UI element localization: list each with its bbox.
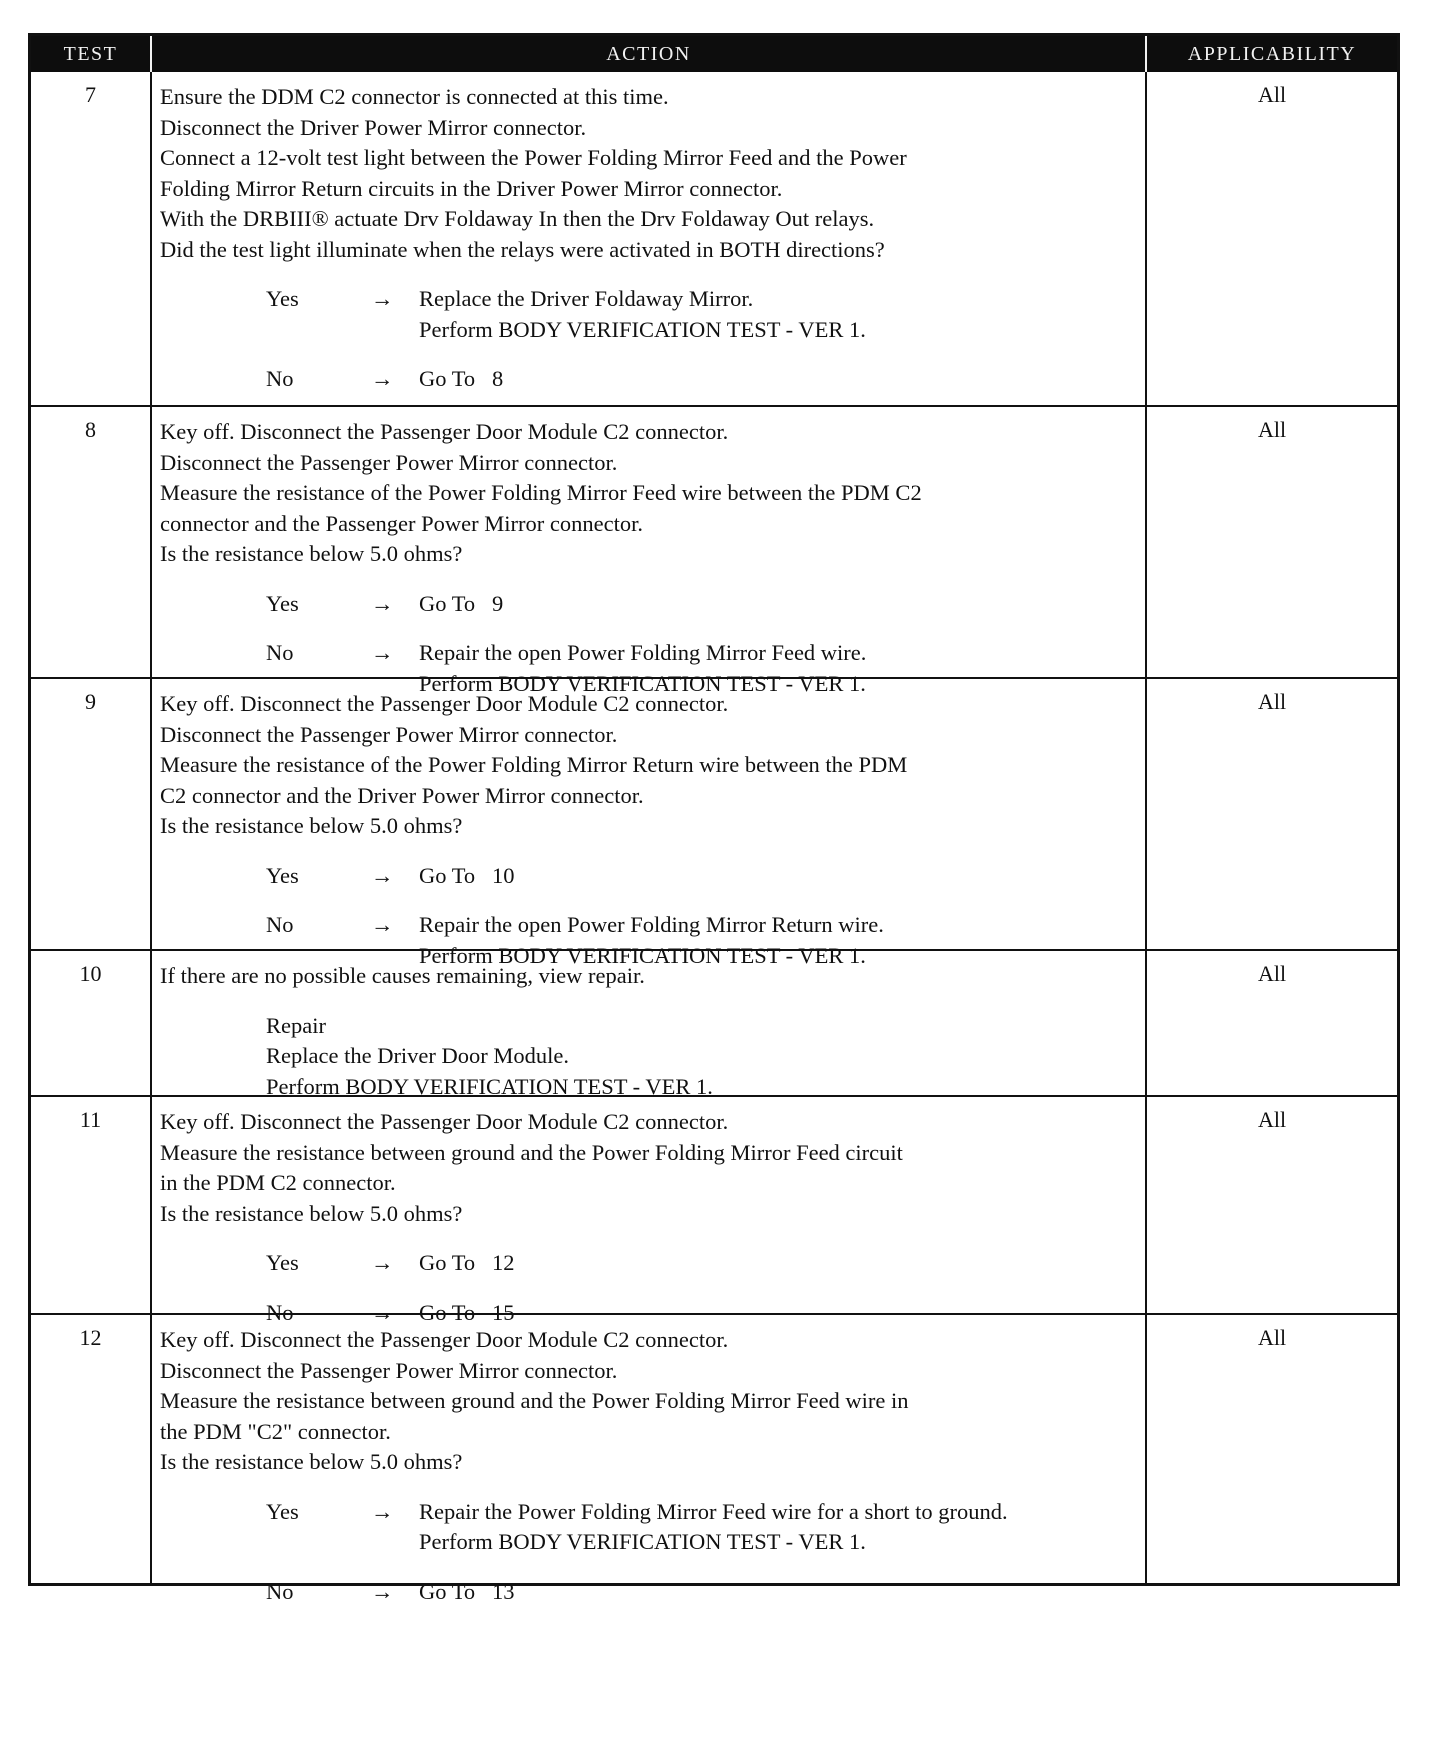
repair-steps bbox=[266, 1041, 1139, 1102]
action-line: Disconnect the Passenger Power Mirror connector. bbox=[160, 1357, 618, 1383]
result-line: Repair the open Power Folding Mirror Return wire. bbox=[419, 912, 884, 937]
action-line: Did the test light illuminate when the relays were activated in BOTH directions? bbox=[160, 236, 885, 262]
action-line: Folding Mirror Return circuits in the Driver Power Mirror connector. bbox=[160, 175, 783, 201]
outcome-result bbox=[419, 1577, 1139, 1608]
action-line: C2 connector and the Driver Power Mirror connector. bbox=[160, 782, 644, 808]
result-line: Go To 8 bbox=[419, 366, 504, 391]
outcome-label: No bbox=[266, 912, 294, 937]
table-row bbox=[31, 1095, 1397, 1325]
applicability: All bbox=[1257, 1325, 1287, 1350]
action-cell bbox=[152, 1315, 1147, 1604]
arrow-right-icon: → bbox=[371, 640, 394, 665]
test-number: 12 bbox=[31, 1315, 152, 1583]
table-row bbox=[31, 72, 1397, 405]
outcome-result bbox=[419, 1497, 1139, 1558]
repair-line: Perform BODY VERIFICATION TEST - VER 1. bbox=[266, 1073, 713, 1099]
applicability: All bbox=[1257, 1107, 1287, 1132]
outcome-yes bbox=[160, 1248, 1139, 1279]
outcome-result bbox=[419, 284, 1139, 345]
test-number: 7 bbox=[31, 72, 152, 405]
arrow-right-icon: → bbox=[371, 366, 394, 391]
outcome-label: Yes bbox=[266, 862, 299, 888]
action-line: Is the resistance below 5.0 ohms? bbox=[160, 1200, 463, 1226]
arrow-right-icon: → bbox=[371, 912, 394, 937]
test-number: 10 bbox=[31, 951, 152, 1095]
action-line: in the PDM C2 connector. bbox=[160, 1170, 396, 1195]
outcome-label: Yes bbox=[266, 590, 299, 616]
result-line: Perform BODY VERIFICATION TEST - VER 1. bbox=[419, 1529, 866, 1554]
action-line: connector and the Passenger Power Mirror connector. bbox=[160, 510, 643, 536]
action-cell bbox=[152, 72, 1147, 405]
outcome-label: No bbox=[266, 366, 294, 391]
result-line: Perform BODY VERIFICATION TEST - VER 1. bbox=[419, 316, 866, 342]
action-cell bbox=[152, 407, 1147, 696]
test-number: 8 bbox=[31, 407, 152, 677]
header-action: ACTION bbox=[152, 36, 1147, 72]
arrow-right-icon: → bbox=[371, 1498, 394, 1524]
outcome-label: Yes bbox=[266, 1250, 299, 1275]
result-line: Go To 10 bbox=[419, 862, 515, 888]
result-line: Go To 12 bbox=[419, 1250, 515, 1275]
outcome-label: No bbox=[266, 1299, 294, 1325]
table-row bbox=[31, 1313, 1397, 1604]
outcome-result bbox=[419, 1248, 1139, 1279]
diagnostic-test-table bbox=[28, 33, 1400, 1604]
action-line: Measure the resistance between ground and the Power Folding Mirror Feed wire in bbox=[160, 1388, 909, 1413]
outcome-label: No bbox=[266, 1578, 294, 1604]
action-cell bbox=[152, 951, 1147, 1099]
applicability: All bbox=[1257, 961, 1287, 986]
action-line: Measure the resistance between ground and the Power Folding Mirror Feed circuit bbox=[160, 1139, 903, 1165]
action-line: Is the resistance below 5.0 ohms? bbox=[160, 541, 463, 566]
header-test: TEST bbox=[31, 36, 152, 72]
action-line: If there are no possible causes remaining, view repair. bbox=[160, 963, 645, 988]
outcome-label: No bbox=[266, 640, 294, 665]
action-line: Key off. Disconnect the Passenger Door Module C2 connector. bbox=[160, 1109, 729, 1134]
action-line: Disconnect the Driver Power Mirror connector. bbox=[160, 114, 587, 140]
action-cell bbox=[152, 679, 1147, 968]
action-line: Ensure the DDM C2 connector is connected at this time. bbox=[160, 84, 669, 109]
action-line: Key off. Disconnect the Passenger Door Module C2 connector. bbox=[160, 691, 729, 716]
action-line: Key off. Disconnect the Passenger Door Module C2 connector. bbox=[160, 1327, 729, 1352]
action-line: Measure the resistance of the Power Folding Mirror Return wire between the PDM bbox=[160, 752, 908, 777]
repair-label: Repair bbox=[266, 1012, 326, 1038]
table-row bbox=[31, 405, 1397, 696]
outcome-result bbox=[419, 364, 1139, 395]
arrow-right-icon: → bbox=[371, 862, 394, 888]
table-header bbox=[31, 36, 1397, 72]
outcome-result bbox=[419, 861, 1139, 892]
outcome-result bbox=[419, 589, 1139, 620]
result-line: Perform BODY VERIFICATION TEST - VER 1. bbox=[419, 670, 866, 696]
arrow-right-icon: → bbox=[371, 286, 394, 311]
result-line: Replace the Driver Foldaway Mirror. bbox=[419, 286, 754, 311]
result-line: Repair the open Power Folding Mirror Feed wire. bbox=[419, 640, 867, 665]
result-line: Repair the Power Folding Mirror Feed wire for a short to ground. bbox=[419, 1498, 1008, 1524]
action-cell bbox=[152, 1097, 1147, 1325]
result-line: Go To 13 bbox=[419, 1578, 515, 1604]
action-line: Disconnect the Passenger Power Mirror connector. bbox=[160, 449, 618, 475]
action-line: Measure the resistance of the Power Folding Mirror Feed wire between the PDM C2 bbox=[160, 480, 922, 505]
applicability: All bbox=[1257, 417, 1287, 442]
outcome-yes bbox=[160, 284, 1139, 345]
test-number: 9 bbox=[31, 679, 152, 949]
outcome-yes bbox=[160, 861, 1139, 892]
action-line: Is the resistance below 5.0 ohms? bbox=[160, 813, 463, 838]
header-applicability: APPLICABILITY bbox=[1187, 42, 1357, 65]
applicability: All bbox=[1257, 689, 1287, 714]
table-body bbox=[31, 72, 1397, 1604]
outcome-label: Yes bbox=[266, 1498, 299, 1524]
outcome-no bbox=[160, 1577, 1139, 1608]
arrow-right-icon: → bbox=[371, 1578, 394, 1604]
arrow-right-icon: → bbox=[371, 1250, 394, 1275]
action-line: Key off. Disconnect the Passenger Door Module C2 connector. bbox=[160, 419, 729, 444]
action-line: Disconnect the Passenger Power Mirror connector. bbox=[160, 721, 618, 747]
outcome-yes bbox=[160, 1497, 1139, 1558]
table-row bbox=[31, 677, 1397, 968]
result-line: Go To 9 bbox=[419, 590, 504, 616]
repair-line: Replace the Driver Door Module. bbox=[266, 1043, 570, 1068]
arrow-right-icon: → bbox=[371, 590, 394, 616]
test-number: 11 bbox=[31, 1097, 152, 1313]
table-row bbox=[31, 949, 1397, 1099]
outcome-yes bbox=[160, 589, 1139, 620]
result-line: Perform BODY VERIFICATION TEST - VER 1. bbox=[419, 942, 866, 968]
action-line: Is the resistance below 5.0 ohms? bbox=[160, 1449, 463, 1474]
action-line: With the DRBIII® actuate Drv Foldaway In then the Drv Foldaway Out relays. bbox=[160, 206, 875, 231]
outcome-no bbox=[160, 364, 1139, 395]
applicability: All bbox=[1257, 82, 1287, 107]
result-line: Go To 15 bbox=[419, 1299, 515, 1325]
outcome-label: Yes bbox=[266, 286, 299, 311]
action-line: Connect a 12-volt test light between the Power Folding Mirror Feed and the Power bbox=[160, 145, 907, 170]
arrow-right-icon: → bbox=[371, 1299, 394, 1325]
action-line: the PDM "C2" connector. bbox=[160, 1418, 391, 1444]
